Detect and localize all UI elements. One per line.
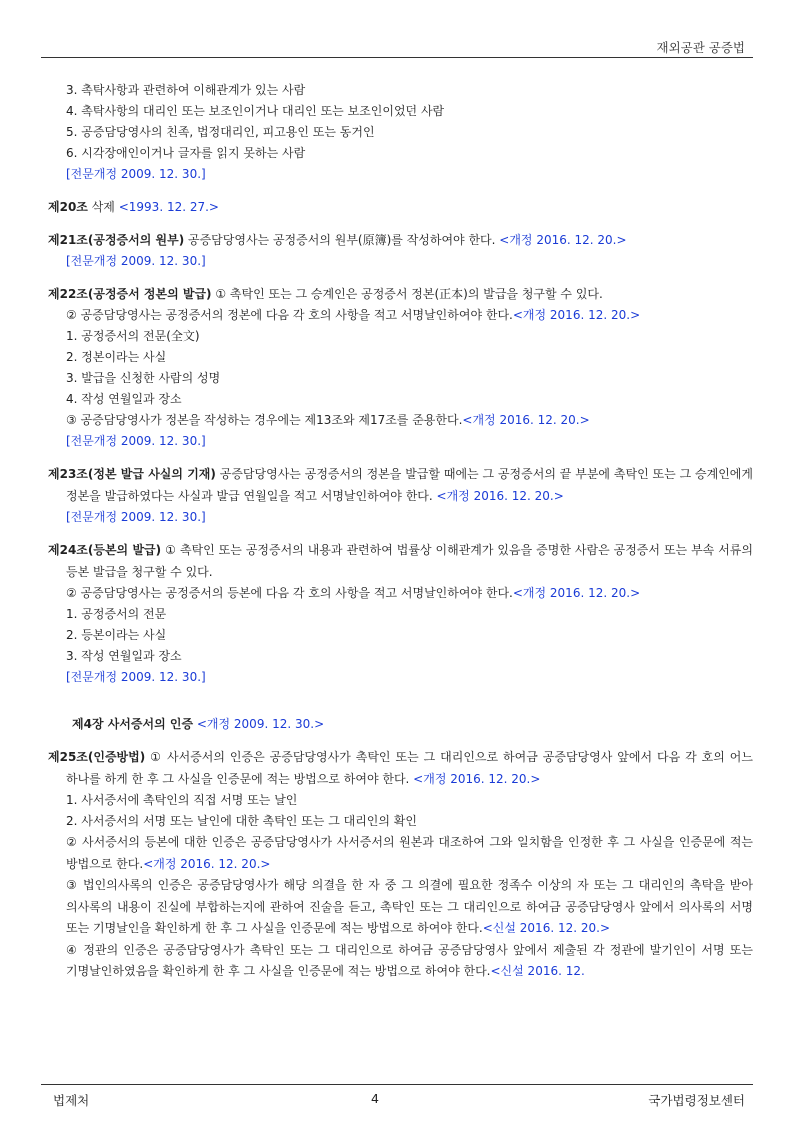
revision-note: [전문개정 2009. 12. 30.] [66,167,206,181]
article-25-para-2: ② 사서증서의 등본에 대한 인증은 공증담당영사가 사서증서의 원본과 대조하여 그와 일치함을 인정한 후 그 사실을 인증문에 적는 방법으로 한다. [66,835,753,871]
amendment-note: <개정 2016. 12. 20.> [413,771,541,786]
document-header-title: 재외공관 공증법 [656,40,745,55]
article-21-title: 제21조(공정증서의 원부) [48,233,185,247]
list-item: 2. 정본이라는 사실 [66,350,167,364]
list-item: 3. 촉탁사항과 관련하여 이해관계가 있는 사람 [66,83,306,97]
article-24-para-2: ② 공증담당영사는 공정증서의 등본에 다음 각 호의 사항을 적고 서명날인하여야 한다. [66,586,513,600]
article-23-title: 제23조(정본 발급 사실의 기재) [48,467,216,481]
list-item: 4. 촉탁사항의 대리인 또는 보조인이거나 대리인 또는 보조인이었던 사람 [66,104,445,118]
list-item: 6. 시각장애인이거나 글자를 읽지 못하는 사람 [66,146,306,160]
revision-note: [전문개정 2009. 12. 30.] [66,254,206,268]
list-item: 1. 공정증서의 전문(全文) [66,329,200,343]
article-24 [48,540,753,688]
chapter-4-heading [48,714,753,735]
article-22-para-3: ③ 공증담당영사가 정본을 작성하는 경우에는 제13조와 제17조를 준용한다. [66,413,463,427]
amendment-note: <개정 2016. 12. 20.> [436,488,564,503]
revision-note: [전문개정 2009. 12. 30.] [66,670,206,684]
list-item: 2. 사서증서의 서명 또는 날인에 대한 촉탁인 또는 그 대리인의 확인 [66,814,417,828]
document-body [48,80,753,983]
article-20-title: 제20조 [48,200,88,214]
list-item: 1. 사서증서에 촉탁인의 직접 서명 또는 날인 [66,793,298,807]
article-21-text: 공증담당영사는 공정증서의 원부(原簿)를 작성하여야 한다. [184,233,500,247]
amendment-note: <신설 2016. 12. 20.> [482,921,610,935]
article-22-para-2: ② 공증담당영사는 공정증서의 정본에 다음 각 호의 사항을 적고 서명날인하여야 한다. [66,308,513,322]
article-22-para-1: ① 촉탁인 또는 그 승계인은 공정증서 정본(正本)의 발급을 청구할 수 있다. [211,287,603,301]
article-20 [48,197,753,218]
footer-source: 국가법령정보센터 [648,1093,745,1108]
footer-publisher: 법제처 [53,1093,90,1108]
article-20-text: 삭제 [87,200,119,214]
page-number: 4 [371,1091,379,1106]
footer-divider [41,1084,753,1085]
article-24-para-1: ① 촉탁인 또는 공정증서의 내용과 관련하여 법률상 이해관계가 있음을 증명한 사람은 공정증서 또는 부속 서류의 등본 발급을 청구할 수 있다. [66,543,753,579]
chapter-title: 제4장 사서증서의 인증 [72,717,194,731]
article-25-para-3: ③ 법인의사록의 인증은 공증담당영사가 해당 의결을 한 자 중 그 의결에 필요한 정족수 이상의 자 또는 그 대리인의 촉탁을 받아 의사록의 내용이 진실에 부합하는지에 관하여 진술을 듣고, 촉탁인 또는 그 대리인으로 하여금 공증담당영사 앞에서 의사록의 서명 또는 기명날인을 확인하게 한 후 그 사실을 인증문에 적는 방법으로 하여야 한다. [66,878,753,935]
article-21 [48,230,753,272]
article-25-para-4: ④ 정관의 인증은 공증담당영사가 촉탁인 또는 그 대리인으로 하여금 공증담당영사 앞에서 제출된 각 정관에 발기인이 서명 또는 기명날인하였음을 확인하게 한 후 그 사실을 인증문에 적는 방법으로 하여야 한다. [66,942,753,978]
article-25-title: 제25조(인증방법) [48,750,146,764]
revision-note: [전문개정 2009. 12. 30.] [66,434,206,448]
amendment-note: <개정 2016. 12. 20.> [462,413,590,427]
article-24-title: 제24조(등본의 발급) [48,543,162,557]
amendment-note: <신설 2016. 12. [490,964,585,978]
list-item: 4. 작성 연월일과 장소 [66,392,182,406]
list-item: 1. 공정증서의 전문 [66,607,167,621]
article-23 [48,464,753,528]
article-22 [48,284,753,452]
revision-note: [전문개정 2009. 12. 30.] [66,510,206,524]
amendment-note: <개정 2009. 12. 30.> [193,717,325,731]
list-item: 5. 공증담당영사의 친족, 법정대리인, 피고용인 또는 동거인 [66,125,375,139]
article-25 [48,747,753,983]
amendment-note: <개정 2016. 12. 20.> [499,233,627,247]
article-20-note: <1993. 12. 27.> [118,200,219,214]
amendment-note: <개정 2016. 12. 20.> [512,586,641,600]
article-19-continuation [48,80,753,185]
article-22-title: 제22조(공정증서 정본의 발급) [48,287,212,301]
amendment-note: <개정 2016. 12. 20.> [512,308,641,322]
list-item: 2. 등본이라는 사실 [66,628,167,642]
list-item: 3. 발급을 신청한 사람의 성명 [66,371,221,385]
article-25-para-1: ① 사서증서의 인증은 공증담당영사가 촉탁인 또는 그 대리인으로 하여금 공증담당영사 앞에서 다음 각 호의 어느 하나를 하게 한 후 그 사실을 인증문에 적는 방법으로 하여야 한다. [66,750,753,786]
list-item: 3. 작성 연월일과 장소 [66,649,182,663]
article-23-text: 공증담당영사는 공정증서의 정본을 발급할 때에는 그 공정증서의 끝 부분에 촉탁인 또는 그 승계인에게 정본을 발급하였다는 사실과 발급 연월일을 적고 서명날인하여야 한다. [66,467,753,503]
header-divider [41,57,753,58]
amendment-note: <개정 2016. 12. 20.> [143,856,271,871]
